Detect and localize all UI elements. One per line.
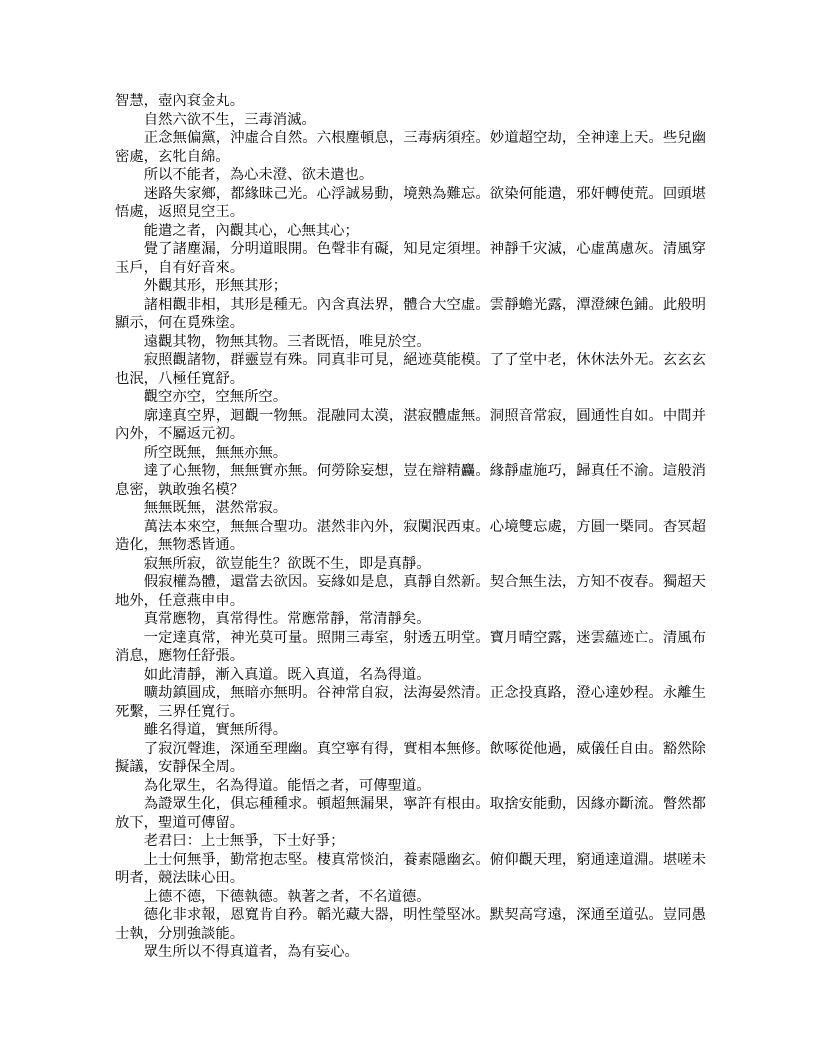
paragraph: 正念無偏黨，沖虛合自然。六根塵頓息，三毒病須痊。妙道超空劫，全神達上天。些兒幽密處，玄牝自綿。 [115, 130, 706, 165]
paragraph: 觀空亦空，空無所空。 [143, 389, 288, 405]
paragraph: 為證眾生化，俱忘種種求。頓超無漏果，寧許有根由。取捨安能動，因緣亦斷流。瞥然都放下，聖道可傳留。 [115, 796, 706, 831]
paragraph: 萬法本來空，無無合聖功。湛然非內外，寂闃泯西東。心境雙忘處，方圓一槩同。杳冥超造化，無物悉皆通。 [115, 518, 706, 553]
paragraph: 諸相觀非相，其形是種无。內含真法界，體合大空虛。雲靜蟾光露，潭澄練色鋪。此般明顯示，何在覓殊塗。 [115, 296, 706, 331]
paragraph: 廓達真空界，迴觀一物無。混融同太漠，湛寂體虛無。洞照音常寂，圓通性自如。中間并內外，不屬返元初。 [115, 407, 706, 442]
paragraph: 達了心無物，無無實亦無。何勞除妄想，豈在辯精麤。緣靜虛施巧，歸真任不渝。這般消息密，孰敢強名模？ [115, 463, 706, 498]
paragraph: 自然六欲不生，三毒消滅。 [143, 111, 316, 128]
text-body [115, 92, 706, 962]
paragraph: 所空既無，無無亦無。 [143, 444, 288, 461]
paragraph: 能遣之者，內觀其心，心無其心； [143, 222, 359, 239]
paragraph: 老君曰：上士無爭，下士好爭； [143, 833, 345, 849]
paragraph: 如此清靜，漸入真道。既入真道，名為得道。 [143, 666, 431, 683]
paragraph: 了寂沉聲進，深通至理幽。真空寧有得，實相本無修。飲啄從他過，威儀任自由。豁然除擬議，安靜保全周。 [115, 740, 706, 775]
paragraph: 假寂權為體，還當去欲因。妄緣如是息，真靜自然新。契合無生法，方知不夜春。獨超天地外，任意燕申申。 [115, 574, 706, 609]
paragraph: 眾生所以不得真道者，為有妄心。 [143, 944, 359, 960]
paragraph: 所以不能者，為心未澄、欲未遣也。 [143, 167, 374, 183]
paragraph: 智慧，壺內袞金丸。 [115, 93, 245, 109]
paragraph: 一定達真常，神光莫可量。照開三毒室，射透五明堂。寶月晴空露，迷雲蘊迹亡。清風布消息，應物任舒張。 [115, 629, 706, 664]
paragraph: 寂照觀諸物，群靈豈有殊。同真非可見，絕迹莫能模。了了堂中老，休休法外无。玄玄玄也泯，八極任寬舒。 [115, 352, 706, 387]
paragraph: 覺了諸塵漏，分明道眼開。色聲非有礙，知見定須埋。神靜千灾滅，心虛萬慮灰。清風穿玉戶，自有好音來。 [115, 241, 706, 276]
paragraph: 上德不德，下德執德。執著之者，不名道德。 [143, 888, 431, 905]
paragraph: 德化非求報，恩寬肯自矜。韜光藏大器，明性瑩堅冰。默契高穹遠，深通至道弘。豈同愚士執，分別強談能。 [115, 907, 706, 942]
paragraph: 真常應物，真常得性。常應常靜，常清靜矣。 [143, 611, 431, 627]
paragraph: 迷路失家鄉，都緣昧己光。心浮誠易動，境熟為難忘。欲染何能遣，邪奸轉使荒。回頭堪悟處，返照見空王。 [115, 185, 706, 220]
paragraph: 雖名得道，實無所得。 [143, 722, 288, 738]
paragraph: 上士何無爭，勤常抱志堅。棲真常惔泊，養素隱幽玄。俯仰觀天理，窮通達道淵。堪嗟未明者，競法昧心田。 [115, 851, 706, 886]
paragraph: 寂無所寂，欲豈能生？欲既不生，即是真靜。 [143, 555, 431, 572]
paragraph: 曠劫鎮圓成，無暗亦無明。谷神常自寂，法海晏然清。正念投真路，澄心達妙程。永離生死繫，三界任寬行。 [115, 685, 706, 720]
paragraph: 無無既無，湛然常寂。 [143, 500, 288, 516]
paragraph: 遠觀其物，物無其物。三者既悟，唯見於空。 [143, 333, 431, 350]
paragraph: 為化眾生，名為得道。能悟之者，可傳聖道。 [143, 777, 431, 794]
paragraph: 外觀其形，形無其形； [143, 278, 288, 294]
